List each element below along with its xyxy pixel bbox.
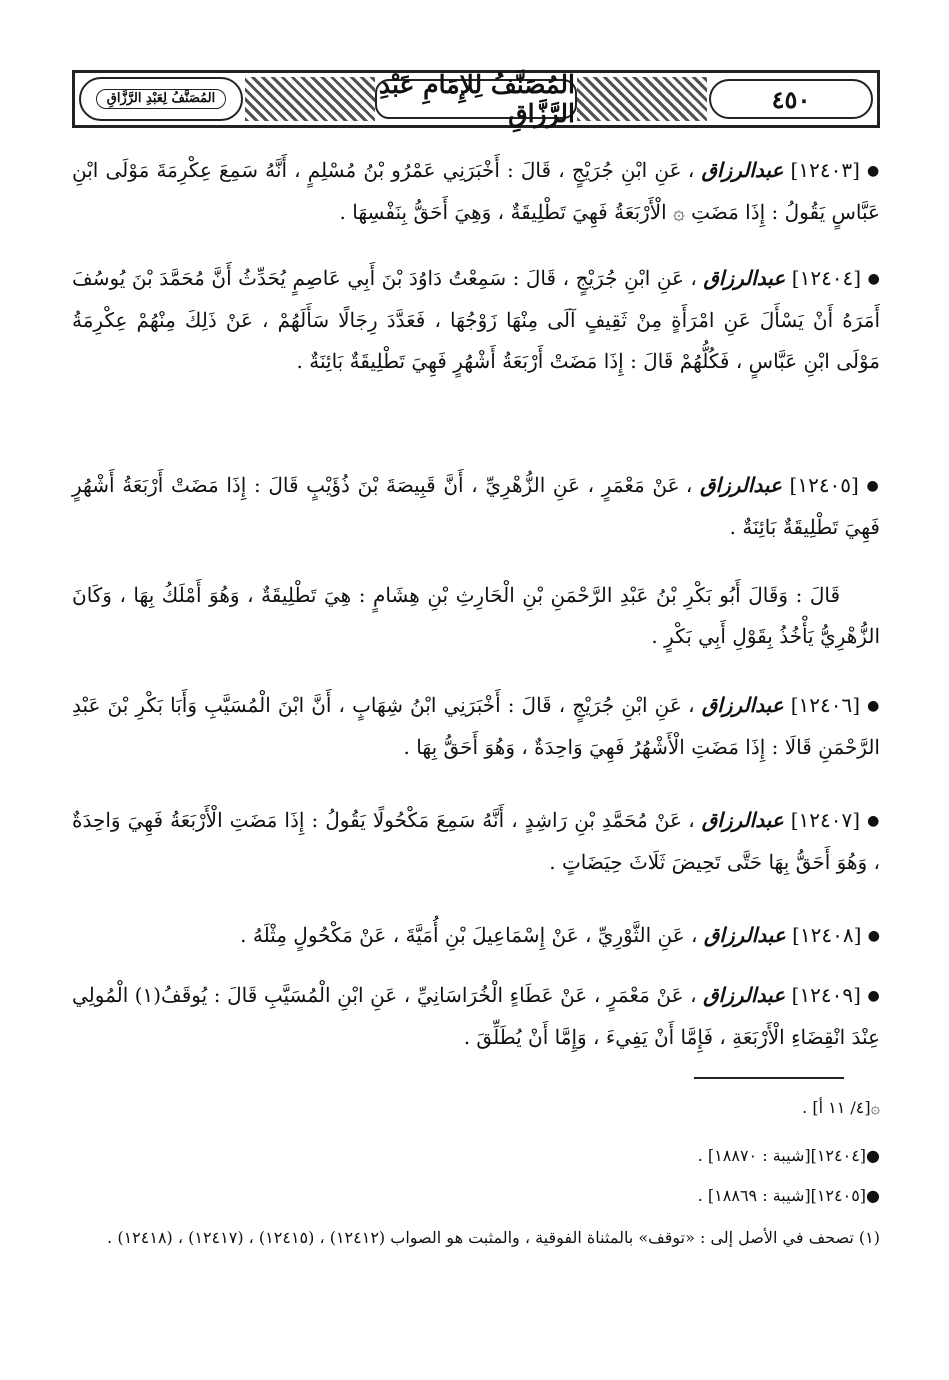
author-name: عبدالرزاق xyxy=(701,808,784,832)
running-title: المُصَنَّفُ لِلإِمَامِ عَبْدِ الرَّزَّاقِ xyxy=(375,79,577,119)
footnote-line: ۞[٤/ ١١ أ] . xyxy=(802,1098,880,1117)
page-header xyxy=(72,70,880,128)
hadith-entry xyxy=(72,150,880,233)
hadith-text: ، عَنِ الثَّوْرِيِّ ، عَنْ إِسْمَاعِيلَ بْنِ أُمَيَّةَ ، عَنْ مَكْحُولٍ مِثْلَهُ . xyxy=(240,923,698,947)
hadith-entry xyxy=(72,685,880,768)
hadith-number: [١٢٤٠٨] xyxy=(792,923,862,947)
hadith-text: ، عَنْ مَعْمَرٍ ، عَنْ عَطَاءٍ الْخُرَاسَانِيِّ ، عَنِ ابْنِ الْمُسَيَّبِ قَالَ : يُوقَفُ(١) الْمُولِي عِنْدَ انْقِضَاءِ الْأَرْبَعَةِ ، فَإِمَّا أَنْ يَفِيءَ ، وَإِمَّا أَنْ يُطَلِّقَ . xyxy=(72,983,880,1049)
book-seal-logo: المُصَنَّفُ لِعَبْدِ الرَّزَّاقِ xyxy=(79,77,243,121)
hadith-number: [١٢٤٠٩] xyxy=(791,983,861,1007)
hadith-entry xyxy=(72,915,880,957)
footnote-line: ●[١٢٤٠٤][شيبة : ١٨٨٧٠] . xyxy=(697,1146,880,1165)
hadith-text: ، عَنِ ابْنِ جُرَيْجٍ ، قَالَ : سَمِعْتُ دَاوُدَ بْنَ أَبِي عَاصِمٍ يُحَدِّثُ أَنَّ مُحَمَّدَ بْنَ يُوسُفَ أَمَرَهُ أَنْ يَسْأَلَ عَنِ امْرَأَةٍ مِنْ ثَقِيفٍ آلَى مِنْهَا زَوْجُهَا ، فَعَدَّدَ رِجَالًا سَأَلَهُمْ ، عَنْ ذَلِكَ مِنْهُمْ عِكْرِمَةُ مَوْلَى ابْنِ عَبَّاسٍ ، فَكُلُّهُمْ قَالَ : إِذَا مَضَتْ أَرْبَعَةُ أَشْهُرٍ فَهِيَ تَطْلِيقَةٌ بَائِنَةٌ . xyxy=(72,266,880,373)
ornament-band-right xyxy=(577,77,707,121)
bullet-icon: ● xyxy=(866,478,880,494)
footnote-line: (١) تصحف في الأصل إلى : «توقف» بالمثناة الفوقية ، والمثبت هو الصواب (١٢٤١٢) ، (١٢٤١٥) ، (١٢٤١٧) ، (١٢٤١٨) . xyxy=(107,1228,880,1247)
author-name: عبدالرزاق xyxy=(699,473,782,497)
bullet-icon: ● xyxy=(867,928,880,944)
hadith-number: [١٢٤٠٥] xyxy=(789,473,859,497)
author-name: عبدالرزاق xyxy=(703,923,786,947)
page-number: ٤٥٠ xyxy=(709,79,873,119)
hadith-text: ، عَنِ ابْنِ جُرَيْجٍ ، قَالَ : أَخْبَرَنِي ابْنُ شِهَابٍ ، أَنَّ ابْنَ الْمُسَيَّبِ وَأَبَا بَكْرِ بْنَ عَبْدِ الرَّحْمَنِ قَالَا : إِذَا مَضَتِ الْأَشْهُرُ فَهِيَ وَاحِدَةٌ ، وَهُوَ أَحَقُّ بِهَا . xyxy=(72,693,880,759)
hadith-number: [١٢٤٠٣] xyxy=(790,158,860,182)
hadith-number: [١٢٤٠٦] xyxy=(790,693,861,717)
hadith-text: ، عَنْ مُحَمَّدِ بْنِ رَاشِدٍ ، أَنَّهُ سَمِعَ مَكْحُولًا يَقُولُ : إِذَا مَضَتِ الْأَرْبَعَةُ فَهِيَ وَاحِدَةٌ ، وَهُوَ أَحَقُّ بِهَا حَتَّى تَحِيضَ ثَلَاثَ حِيَضَاتٍ . xyxy=(72,808,880,874)
bullet-icon: ● xyxy=(867,813,881,829)
hadith-text: ، عَنِ ابْنِ جُرَيْجٍ ، قَالَ : أَخْبَرَنِي عَمْرُو بْنُ مُسْلِمٍ ، أَنَّهُ سَمِعَ عِكْرِمَةَ مَوْلَى ابْنِ عَبَّاسٍ يَقُولُ : إِذَا مَضَتِ ۞ الْأَرْبَعَةُ فَهِيَ تَطْلِيقَةٌ ، وَهِيَ أَحَقُّ بِنَفْسِهَا . xyxy=(72,158,880,224)
bullet-icon: ● xyxy=(867,163,881,179)
hadith-number: [١٢٤٠٤] xyxy=(791,266,862,290)
hadith-entry xyxy=(72,800,880,883)
footnote-divider xyxy=(694,1077,844,1079)
bullet-icon: ● xyxy=(867,698,881,714)
author-name: عبدالرزاق xyxy=(703,983,786,1007)
hadith-entry xyxy=(72,975,880,1058)
hadith-number: [١٢٤٠٧] xyxy=(790,808,861,832)
hadith-entry xyxy=(72,465,880,548)
hadith-entry xyxy=(72,258,880,382)
footnote-line: ●[١٢٤٠٥][شيبة : ١٨٨٦٩] . xyxy=(697,1186,880,1205)
author-name: عبدالرزاق xyxy=(701,693,784,717)
hadith-text: ، عَنْ مَعْمَرٍ ، عَنِ الزُّهْرِيِّ ، أَنَّ قَبِيصَةَ بْنَ ذُؤَيْبٍ قَالَ : إِذَا مَضَتْ أَرْبَعَةُ أَشْهُرٍ فَهِيَ تَطْلِيقَةٌ بَائِنَةٌ . xyxy=(72,473,880,539)
bullet-icon: ● xyxy=(867,988,880,1004)
ornament-band-left xyxy=(245,77,375,121)
bullet-icon: ● xyxy=(867,271,881,287)
author-name: عبدالرزاق xyxy=(703,266,786,290)
commentary-paragraph: قَالَ : وَقَالَ أَبُو بَكْرِ بْنُ عَبْدِ الرَّحْمَنِ بْنِ الْحَارِثِ بْنِ هِشَامٍ : هِيَ تَطْلِيقَةٌ ، وَهُوَ أَمْلَكُ بِهَا ، وَكَانَ الزُّهْرِيُّ يَأْخُذُ بِقَوْلِ أَبِي بَكْرٍ . xyxy=(72,583,880,648)
author-name: عبدالرزاق xyxy=(701,158,784,182)
